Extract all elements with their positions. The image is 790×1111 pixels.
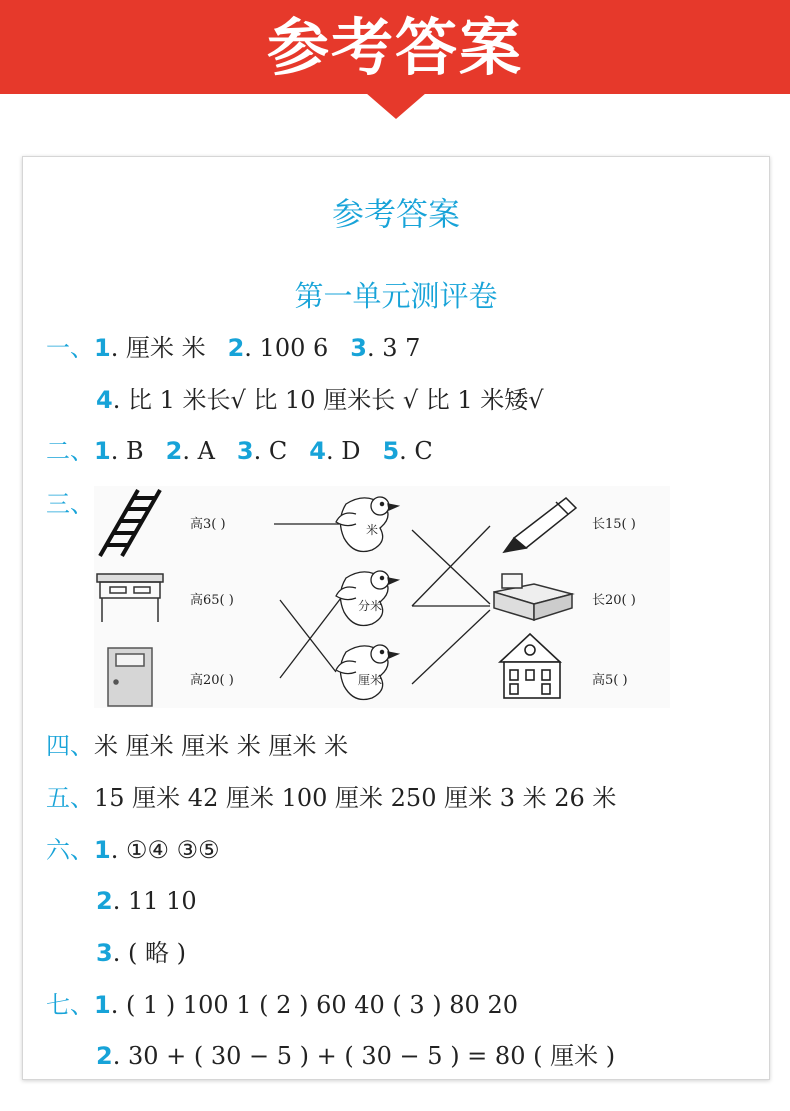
q2-item3-number: 3 [236, 437, 254, 465]
left-label-3: 高20( ) [190, 673, 234, 688]
q1-item3-answer: . 3 7 [366, 334, 421, 362]
q7-item1-number: 1 [94, 991, 111, 1019]
unit-title: 第一单元测评卷 [294, 279, 498, 313]
q1-item4-number: 4 [96, 386, 113, 414]
q1-item4-answer: . 比 1 米长√ 比 10 厘米长 √ 比 1 米矮√ [112, 386, 544, 414]
q2-item2-answer: . A [182, 437, 215, 465]
banner-title: 参考答案 [266, 11, 523, 84]
q6-line-3 [96, 935, 186, 971]
q7-label: 七、 [46, 991, 94, 1019]
q1-label: 一、 [46, 334, 94, 362]
q1-item1-number: 1 [94, 334, 111, 362]
q6-item3-number: 3 [96, 939, 113, 967]
q7-line [46, 987, 518, 1023]
q6-item1-number: 1 [94, 836, 111, 864]
q1-item3-number: 3 [350, 334, 367, 362]
q5-line [46, 780, 616, 816]
right-label-2: 长20( ) [592, 593, 636, 608]
q1-item2-number: 2 [227, 334, 245, 362]
q5-label: 五、 [46, 784, 94, 812]
header-banner [0, 0, 790, 94]
q1-line-2 [96, 382, 544, 418]
bird-label-1: 米 [366, 523, 379, 537]
q3-label: 三、 [46, 490, 94, 518]
door-icon [108, 648, 152, 706]
q1-item2-answer: . 100 6 [244, 334, 329, 362]
right-label-1: 长15( ) [592, 517, 636, 532]
q7-item2-number: 2 [96, 1042, 113, 1070]
q7-item2-answer: . 30 + ( 30 − 5 ) + ( 30 − 5 ) = 80 ( 厘米 ) [112, 1042, 616, 1070]
q2-item1-answer: . B [110, 437, 144, 465]
q4-label: 四、 [46, 732, 94, 760]
q1-item1-answer: . 厘米 米 [110, 334, 206, 362]
right-label-3: 高5( ) [592, 673, 628, 688]
bird-label-2: 分米 [358, 599, 383, 613]
q6-item2-answer: . 11 10 [112, 887, 197, 915]
doc-title: 参考答案 [331, 195, 460, 233]
q3-line [46, 486, 94, 522]
q6-line-2 [96, 883, 197, 919]
q4-line [46, 728, 348, 764]
q5-answer: 15 厘米 42 厘米 100 厘米 250 厘米 3 米 26 米 [94, 784, 617, 812]
banner-pointer [366, 93, 426, 119]
q2-item5-answer: . C [399, 437, 433, 465]
q6-line [46, 832, 220, 868]
q2-item4-number: 4 [309, 437, 326, 465]
q1-line [46, 330, 420, 366]
q6-item1-answer: . ①④ ③⑤ [110, 836, 220, 864]
q7-item1-answer: . ( 1 ) 100 1 ( 2 ) 60 40 ( 3 ) 80 20 [110, 991, 518, 1019]
bird-label-3: 厘米 [358, 673, 383, 687]
matching-figure [94, 486, 670, 708]
left-label-2: 高65( ) [190, 593, 234, 608]
q6-item3-answer: . ( 略 ) [112, 939, 186, 967]
q6-item2-number: 2 [96, 887, 113, 915]
q2-item5-number: 5 [382, 437, 400, 465]
q2-item4-answer: . D [325, 437, 361, 465]
q2-item2-number: 2 [165, 437, 183, 465]
q7-line-2 [96, 1038, 615, 1074]
left-label-1: 高3( ) [190, 517, 226, 532]
q4-answer: 米 厘米 厘米 米 厘米 米 [94, 732, 349, 760]
q6-label: 六、 [46, 836, 94, 864]
q2-item1-number: 1 [94, 437, 111, 465]
q2-label: 二、 [46, 437, 94, 465]
q2-line [46, 433, 433, 469]
q2-item3-answer: . C [253, 437, 288, 465]
